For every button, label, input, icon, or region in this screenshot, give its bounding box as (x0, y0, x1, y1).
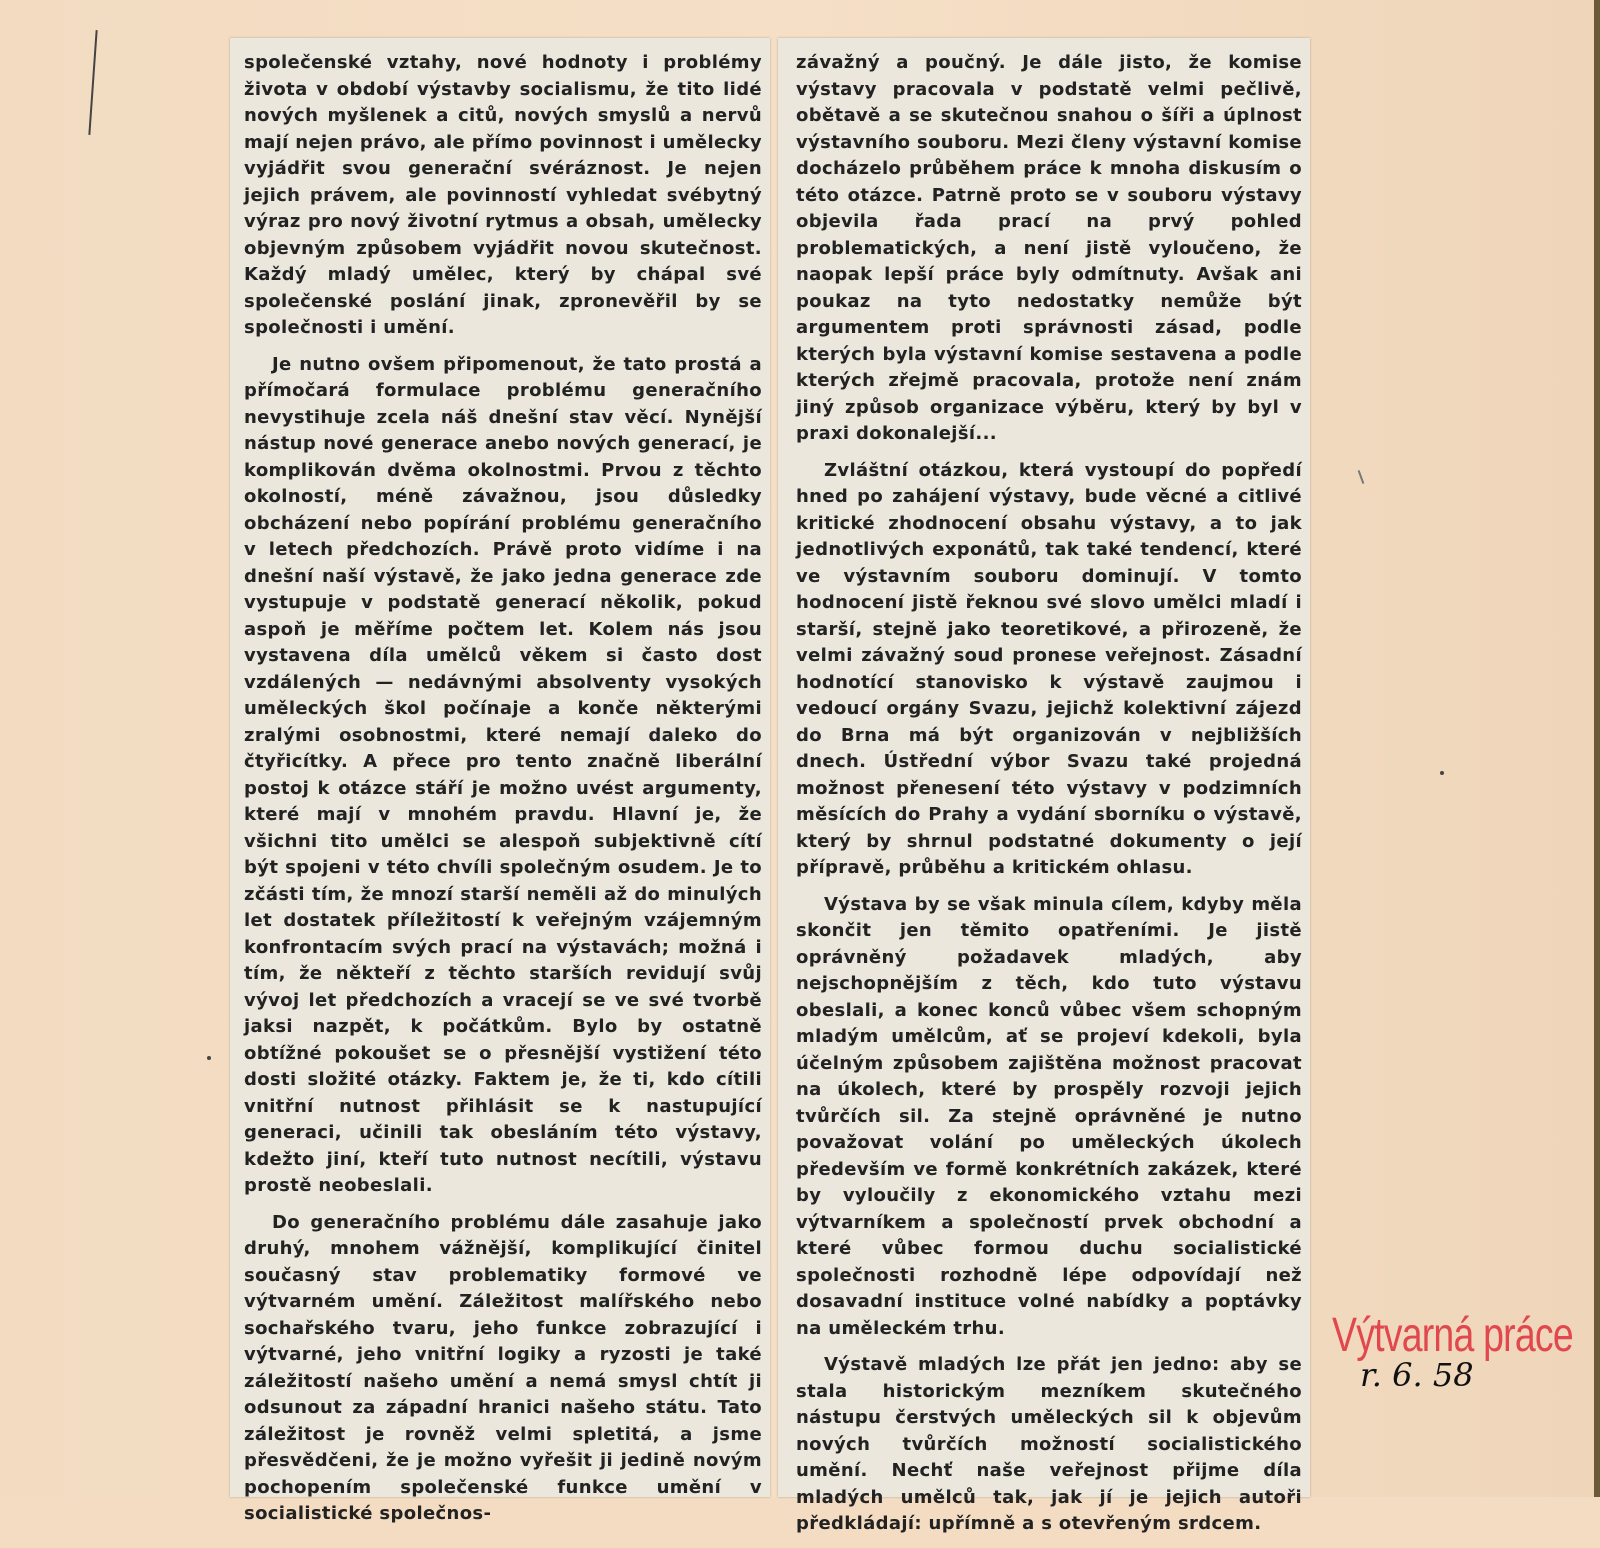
paragraph: Je nutno ovšem připomenout, že tato prostá a přímočará formulace problému generačního nevystihuje zcela náš dnešní stav věcí. Nynější nástup nové generace anebo nových generací, je komplikován dvěma okolnostmi. Prvou z těchto okolností, méně závažnou, jsou důsledky obcházení nebo popírání problému generačního v letech předchozích. Právě proto vidíme i na dnešní naší výstavě, že jako jedna generace zde vystupuje v podstatě generací několik, pokud aspoň je měříme počtem let. Kolem nás jsou vystavena díla umělců věkem si často dost vzdálených — nedávnými absolventy vysokých uměleckých škol počínaje a konče některými zralými osobnostmi, které nemají daleko do čtyřicítky. A přece pro tento značně liberální postoj k otázce stáří je možno uvést argumenty, které mají v mnohém pravdu. Hlavní je, že všichni tito umělci se alespoň subjektivně cítí být spojeni v této chvíli společným osudem. Je to zčásti tím, že mnozí starší neměli až do minulých let dostatek příležitostí k veřejným vzájemným konfrontacím svých prací na výstavách; možná i tím, že někteří z těchto starších revidují svůj vývoj let předchozích a vracejí se ve své tvorbě jaksi nazpět, k počátkům. Bylo by ostatně obtížné pokoušet se o přesnější vystižení této dosti složité otázky. Faktem je, že ti, kdo cítili vnitřní nutnost přihlásit se k nastupující generaci, učinili tak obesláním této výstavy, kdežto jiní, kteří tuto nutnost necítili, výstavu prostě neobeslali. (244, 353, 762, 1196)
paragraph: společenské vztahy, nové hodnoty i problémy života v období výstavby socialismu, že tito lidé nových myšlenek a citů, nových smyslů a nervů mají nejen právo, ale přímo povinnost i umělecky vyjádřit svou generační svéráznost. Je nejen jejich právem, ale povinností vyhledat svébytný výraz pro nový životní rytmus a obsah, umělecky objevným způsobem vyjádřit novou skutečnost. Každý mladý umělec, který by chápal své společenské poslání jinak, zpronevěřil by se společnosti i umění. (244, 52, 762, 338)
paragraph: Výstavě mladých lze přát jen jedno: aby se stala historickým mezníkem skutečného nástupu čerstvých uměleckých sil k objevům nových tvůrčích možností socialistického umění. Nechť naše veřejnost přijme díla mladých umělců tak, jak jí je jejich autoři předkládají: upřímně a s otevřeným srdcem. (796, 1354, 1302, 1534)
paragraph: závažný a poučný. Je dále jisto, že komise výstavy pracovala v podstatě velmi pečlivě, obětavě a se skutečnou snahou o šíři a úplnost výstavního souboru. Mezi členy výstavní komise docházelo průběhem práce k mnoha diskusím o této otázce. Patrně proto se v souboru výstavy objevila řada prací na prvý pohled problematických, a není jistě vyloučeno, že naopak lepší práce byly odmítnuty. Avšak ani poukaz na tyto nedostatky nemůže být argumentem proti správnosti zásad, podle kterých byla výstavní komise sestavena a podle kterých zřejmě pracovala, protože není znám jiný způsob organizace výběru, který by byl v praxi dokonalejší... (796, 52, 1302, 444)
pencil-dot-right (1440, 771, 1444, 775)
article-column-right (796, 50, 1302, 1548)
paragraph: Zvláštní otázkou, která vystoupí do popředí hned po zahájení výstavy, bude věcné a citlivé kritické zhodnocení obsahu výstavy, a to jak jednotlivých exponátů, tak také tendencí, které ve výstavním souboru dominují. V tomto hodnocení jistě řeknou své slovo umělci mladí i starší, stejně jako teoretikové, a přirozeně, že velmi závažný soud pronese veřejnost. Zásadní hodnotící stanovisko k výstavě zaujmou i vedoucí orgány Svazu, jejichž kolektivní zájezd do Brna má být organizován v nejbližších dnech. Ústřední výbor Svazu také projedná možnost přenesení této výstavy v podzimních měsících do Prahy a vydání sborníku o výstavě, který by shrnul podstatné dokumenty o její přípravě, průběhu a kritickém ohlasu. (796, 459, 1302, 878)
board-edge (1594, 0, 1600, 1497)
source-stamp: Výtvarná práce (1332, 1309, 1573, 1362)
article-column-left (244, 50, 762, 1538)
paragraph: Výstava by se však minula cílem, kdyby měla skončit jen těmito opatřeními. Je jistě oprávněný požadavek mladých, aby nejschopnějším z těch, kdo tuto výstavu obeslali, a konec konců vůbec všem schopným mladým umělcům, ať se projeví kdekoli, byla účelným způsobem zajištěna možnost pracovat na úkolech, které by prospěly rozvoji jejich tvůrčích sil. Za stejně oprávněné je nutno považovat volání po uměleckých úkolech především ve formě konkrétních zakázek, které by vyloučily z ekonomického vztahu mezi výtvarníkem a společností prvek obchodní a které vůbec formou duchu socialistické společnosti rozhodně lépe odpovídají než dosavadní instituce volné nabídky a poptávky na uměleckém trhu. (796, 893, 1302, 1339)
paragraph: Do generačního problému dále zasahuje jako druhý, mnohem vážnější, komplikující činitel současný stav problematiky formové ve výtvarném umění. Záležitost malířského nebo sochařského tvaru, jeho funkce zobrazující i výtvarné, jeho vnitřní logiky a ryzosti je také záležitostí našeho umění a nemá smysl chtít ji odsunout za západní hranici našeho státu. Tato záležitost je rovněž velmi spletitá, a jsme přesvědčeni, že je možno vyřešit ji jedině novým pochopením společenské funkce umění v socialistické společnos- (244, 1211, 762, 1524)
handwritten-date: r. 6. 58 (1360, 1356, 1474, 1394)
newspaper-clipping-left (230, 38, 770, 1524)
pencil-dot (207, 1056, 211, 1060)
newspaper-clipping-right (778, 38, 1310, 1534)
